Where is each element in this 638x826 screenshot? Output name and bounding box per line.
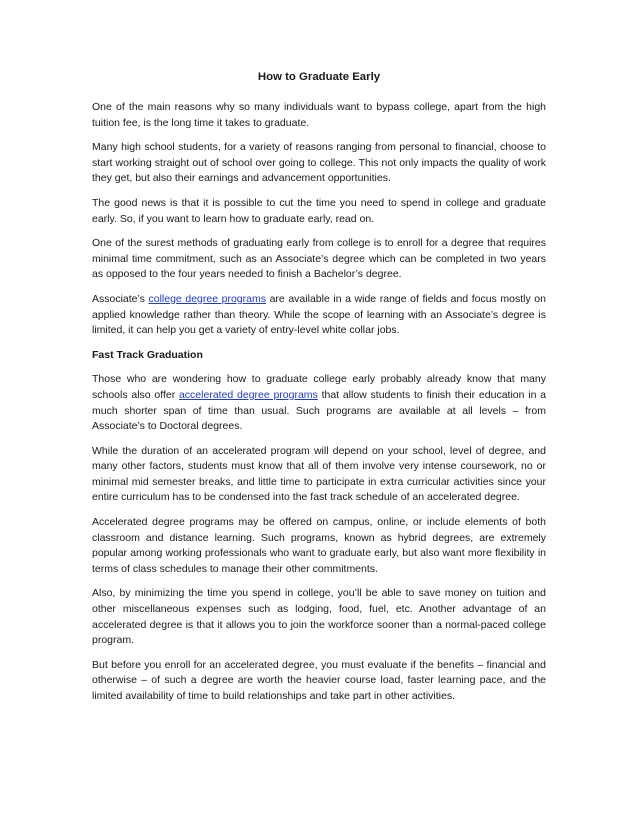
paragraph-evaluate: But before you enroll for an accelerated degree, you must evaluate if the benefits – financial and otherwise – of such a degree are worth the heavier course load, faster learning pace, and the limited availability of time to build relationships and take part in other activities. <box>92 658 546 702</box>
section-heading: Fast Track Graduation <box>92 348 203 361</box>
paragraph-intro: One of the main reasons why so many individuals want to bypass college, apart from the high tuition fee, is the long time it takes to graduate. <box>92 101 546 129</box>
text-segment: that allow students to finish their education in a much shorter span of time than usual. Such programs are available at all levels – from Associate’s to Doctoral degrees. <box>92 388 546 433</box>
page-title: How to Graduate Early <box>257 71 381 83</box>
paragraph-hybrid: Accelerated degree programs may be offered on campus, online, or include elements of both classroom and distance learning. Such programs, known as hybrid degrees, are extremely popular among working professionals who want to graduate early, but also want more flexibility in terms of class schedules to manage their other commitments. <box>92 516 546 575</box>
paragraph-accelerated-intro <box>92 372 546 434</box>
paragraph-savings: Also, by minimizing the time you spend in college, you’ll be able to save money on tuition and other miscellaneous expenses such as lodging, food, fuel, etc. Another advantage of an accelerated degree is that it allows you to join the workforce sooner than a normal-paced college program. <box>92 587 546 647</box>
paragraph-duration: While the duration of an accelerated program will depend on your school, level of degree, and many other factors, students must know that all of them involve very intense coursework, no or minimal mid semester breaks, and little time to participate in extra curricular activities since your entire curriculum has to be condensed into the fast track schedule of an accelerated degree. <box>92 444 546 504</box>
document-page <box>92 70 546 714</box>
paragraph-associate-programs <box>92 292 546 339</box>
text-segment: are available in a wide range of fields and focus mostly on applied knowledge rather than theory. While the scope of learning with an Associate’s degree is limited, it can help you get a variety of entry-level white collar jobs. <box>92 292 546 337</box>
text-segment: Those who are wondering how to graduate college early probably already know that many schools also offer <box>92 373 546 401</box>
accelerated-degree-programs-link[interactable]: accelerated degree programs <box>178 388 318 401</box>
text-segment: Associate’s <box>92 292 149 305</box>
college-degree-programs-link[interactable]: college degree programs <box>148 292 266 305</box>
paragraph-high-school: Many high school students, for a variety of reasons ranging from personal to financial, choose to start working straight out of school over going to college. This not only impacts the quality of work they get, but also their earnings and advancement opportunities. <box>92 141 546 185</box>
paragraph-good-news: The good news is that it is possible to cut the time you need to spend in college and graduate early. So, if you want to learn how to graduate early, read on. <box>92 196 546 225</box>
paragraph-associate-degree: One of the surest methods of graduating early from college is to enroll for a degree that requires minimal time commitment, such as an Associate’s degree which can be completed in two years as opposed to the four years needed to finish a Bachelor’s degree. <box>92 237 546 281</box>
